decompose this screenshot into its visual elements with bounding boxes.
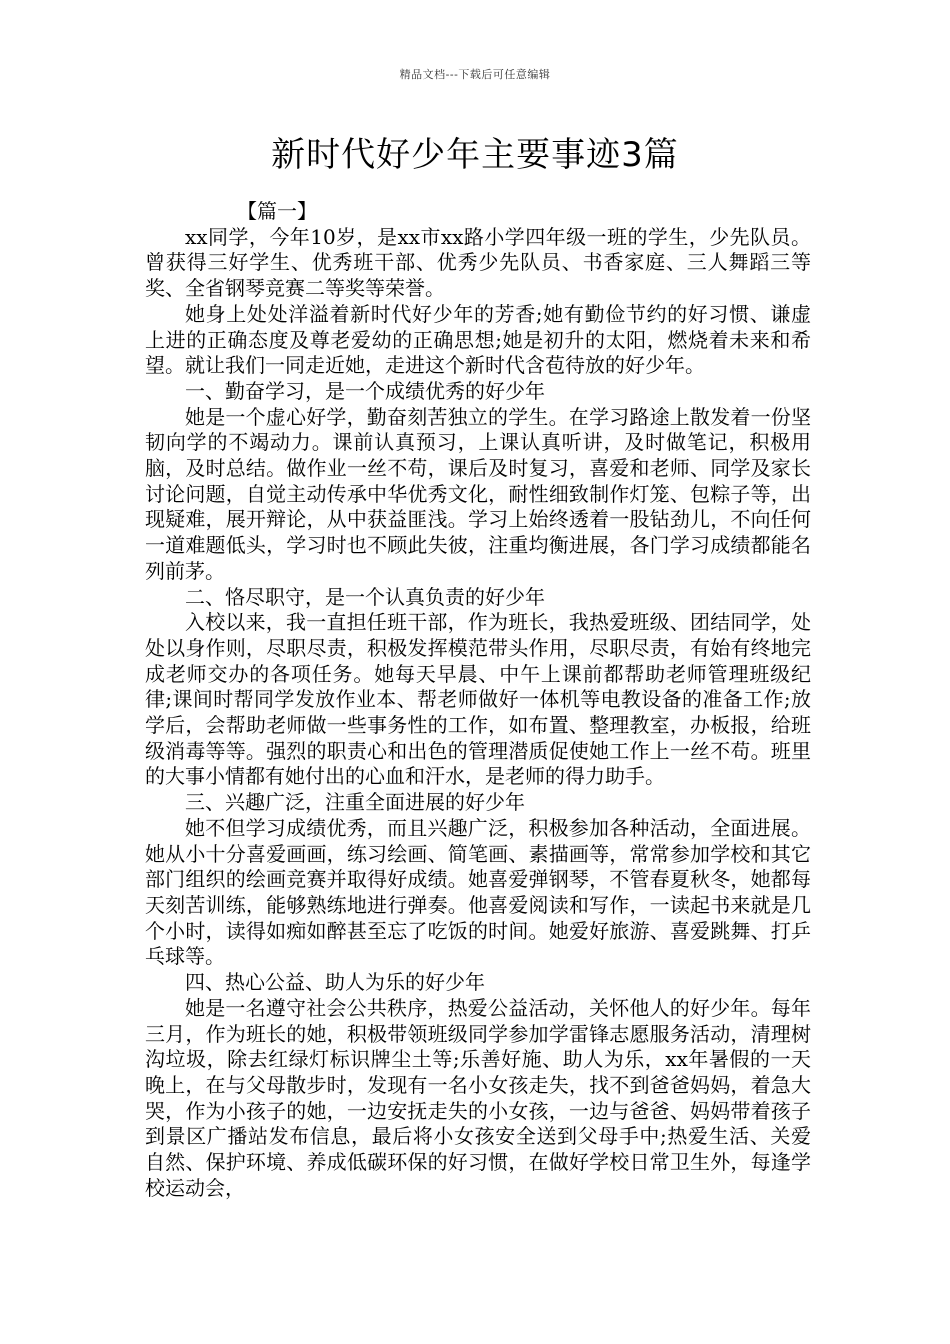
paragraph-public-welfare: 她是一名遵守社会公共秩序，热爱公益活动，关怀他人的好少年。每年三月，作为班长的她，积极带领班级同学参加学雷锋志愿服务活动，清理树沟垃圾，除去红绿灯标识牌尘土等;乐善好施、助人为乐，xx年暑假的一天晚上，在与父母散步时，发现有一名小女孩走失，找不到爸爸妈妈，着急大哭，作为小孩子的她，一边安抚走失的小女孩，一边与爸爸、妈妈带着孩子到景区广播站发布信息，最后将小女孩安全送到父母手中;热爱生活、关爱自然、保护环境、养成低碳环保的好习惯，在做好学校日常卫生外，每逢学校运动会，	[145, 995, 811, 1200]
paragraph-qualities: 她身上处处洋溢着新时代好少年的芳香;她有勤俭节约的好习惯、谦虚上进的正确态度及尊老爱幼的正确思想;她是初升的太阳，燃烧着未来和希望。就让我们一同走近她，走进这个新时代含苞待放的好少年。	[145, 301, 811, 378]
paragraph-duty: 入校以来，我一直担任班干部，作为班长，我热爱班级、团结同学，处处以身作则，尽职尽责，积极发挥模范带头作用，尽职尽责，有始有终地完成老师交办的各项任务。她每天早晨、中午上课前都帮助老师管理班级纪律;课间时帮同学发放作业本、帮老师做好一体机等电教设备的准备工作;放学后，会帮助老师做一些事务性的工作，如布置、整理教室，办板报，给班级消毒等等。强烈的职责心和出色的管理潜质促使她工作上一丝不苟。班里的大事小情都有她付出的心血和汗水，是老师的得力助手。	[145, 610, 811, 789]
subheading-study: 一、勤奋学习，是一个成绩优秀的好少年	[185, 378, 545, 403]
document-body	[145, 199, 811, 1201]
subheading-public-welfare: 四、热心公益、助人为乐的好少年	[185, 970, 485, 995]
section-label: 【篇一】	[237, 199, 317, 223]
subheading-duty: 二、恪尽职守，是一个认真负责的好少年	[185, 584, 545, 609]
paragraph-intro: xx同学，今年10岁，是xx市xx路小学四年级一班的学生，少先队员。曾获得三好学生、优秀班干部、优秀少先队员、书香家庭、三人舞蹈三等奖、全省钢琴竞赛二等奖等荣誉。	[145, 224, 811, 301]
paragraph-study: 她是一个虚心好学，勤奋刻苦独立的学生。在学习路途上散发着一份坚韧向学的不竭动力。课前认真预习，上课认真听讲，及时做笔记，积极用脑，及时总结。做作业一丝不苟，课后及时复习，喜爱和老师、同学及家长讨论问题，自觉主动传承中华优秀文化，耐性细致制作灯笼、包粽子等，出现疑难，展开辩论，从中获益匪浅。学习上始终透着一股钻劲儿，不向任何一道难题低头，学习时也不顾此失彼，注重均衡进展，各门学习成绩都能名列前茅。	[145, 404, 811, 583]
paragraph-interests: 她不但学习成绩优秀，而且兴趣广泛，积极参加各种活动，全面进展。她从小十分喜爱画画，练习绘画、简笔画、素描画等，常常参加学校和其它部门组织的绘画竞赛并取得好成绩。她喜爱弹钢琴，不管春夏秋冬，她都每天刻苦训练，能够熟练地进行弹奏。他喜爱阅读和写作，一读起书来就是几个小时，读得如痴如醉甚至忘了吃饭的时间。她爱好旅游、喜爱跳舞、打乒乓球等。	[145, 815, 811, 969]
document-title: 新时代好少年主要事迹3篇	[271, 135, 679, 175]
subheading-interests: 三、兴趣广泛，注重全面进展的好少年	[185, 790, 525, 815]
header-note: 精品文档---下载后可任意编辑	[399, 68, 551, 81]
